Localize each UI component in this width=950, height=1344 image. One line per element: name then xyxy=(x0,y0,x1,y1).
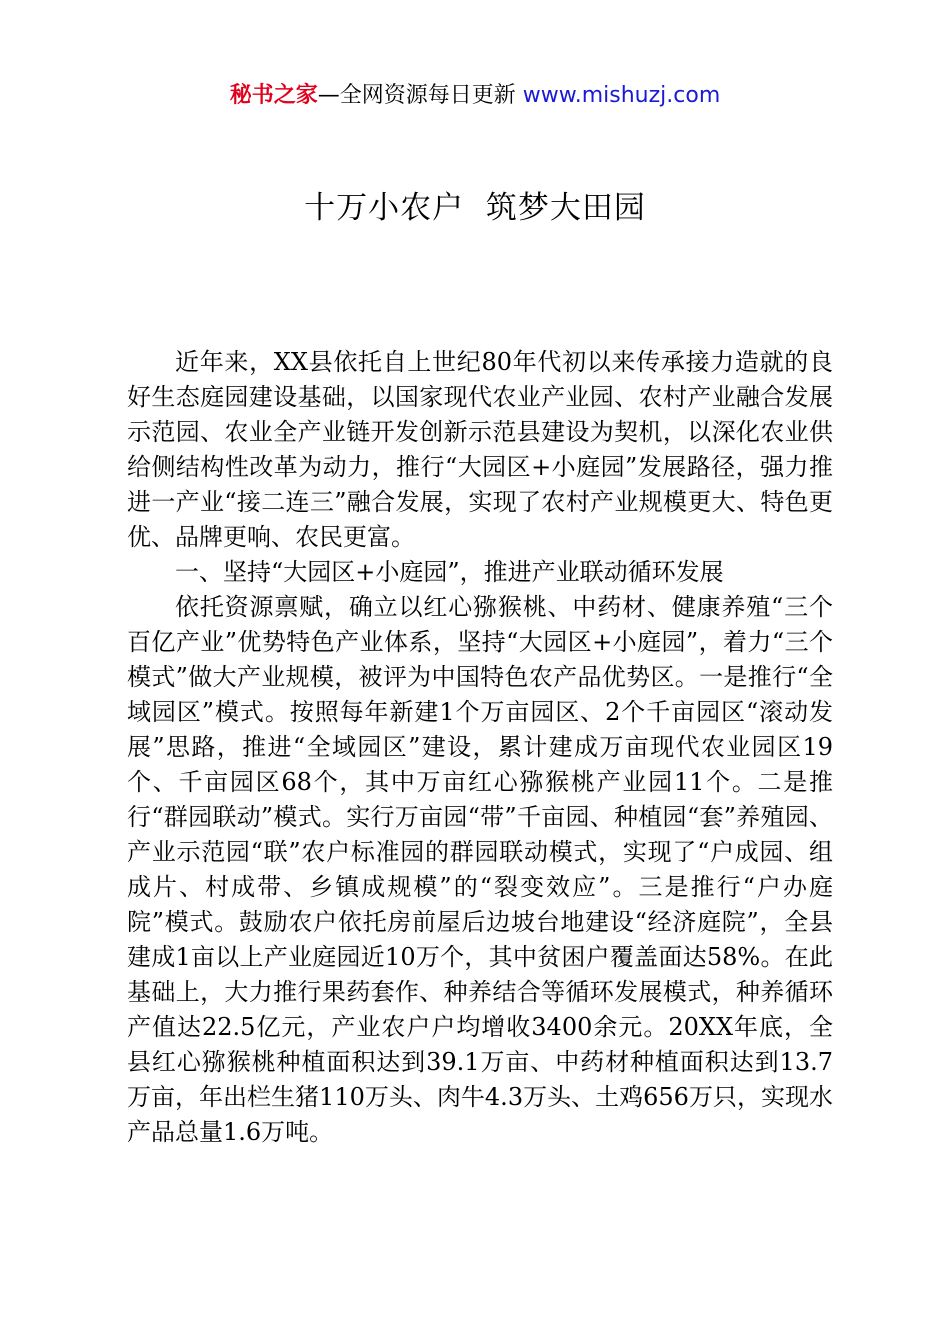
site-slogan: —全网资源每日更新 xyxy=(317,83,523,108)
site-brand: 秘书之家 xyxy=(229,83,318,108)
site-url-link[interactable]: www.mishuzj.com xyxy=(522,83,721,108)
section-paragraph: 依托资源禀赋，确立以红心猕猴桃、中药材、健康养殖“三个百亿产业”优势特色产业体系，坚持“大园区+小庭园”，着力“三个模式”做大产业规模，被评为中国特色农产品优势区。一是推行“全域园区”模式。按照每年新建1个万亩园区、2个千亩园区“滚动发展”思路，推进“全域园区”建设，累计建成万亩现代农业园区19个、千亩园区68个，其中万亩红心猕猴桃产业园11个。二是推行“群园联动”模式。实行万亩园“带”千亩园、种植园“套”养殖园、产业示范园“联”农户标准园的群园联动模式，实现了“户成园、组成片、村成带、乡镇成规模”的“裂变效应”。三是推行“户办庭院”模式。鼓励农户依托房前屋后边坡台地建设“经济庭院”，全县建成1亩以上产业庭园近10万个，其中贫困户覆盖面达58%。在此基础上，大力推行果药套作、种养结合等循环发展模式，种养循环产值达22.5亿元，产业农户户均增收3400余元。20XX年底，全县红心猕猴桃种植面积达到39.1万亩、中药材种植面积达到13.7万亩，年出栏生猪110万头、肉牛4.3万头、土鸡656万只，实现水产品总量1.6万吨。 xyxy=(127,593,833,1146)
site-header xyxy=(0,80,950,112)
document-body xyxy=(127,345,833,1150)
document-title: 十万小农户 筑梦大田园 xyxy=(304,190,646,226)
section-heading: 一、坚持“大园区+小庭园”，推进产业联动循环发展 xyxy=(175,558,724,586)
intro-paragraph: 近年来，XX县依托自上世纪80年代初以来传承接力造就的良好生态庭园建设基础，以国家现代农业产业园、农村产业融合发展示范园、农业全产业链开发创新示范县建设为契机，以深化农业供给侧结构性改革为动力，推行“大园区+小庭园”发展路径，强力推进一产业“接二连三”融合发展，实现了农村产业规模更大、特色更优、品牌更响、农民更富。 xyxy=(127,348,833,551)
